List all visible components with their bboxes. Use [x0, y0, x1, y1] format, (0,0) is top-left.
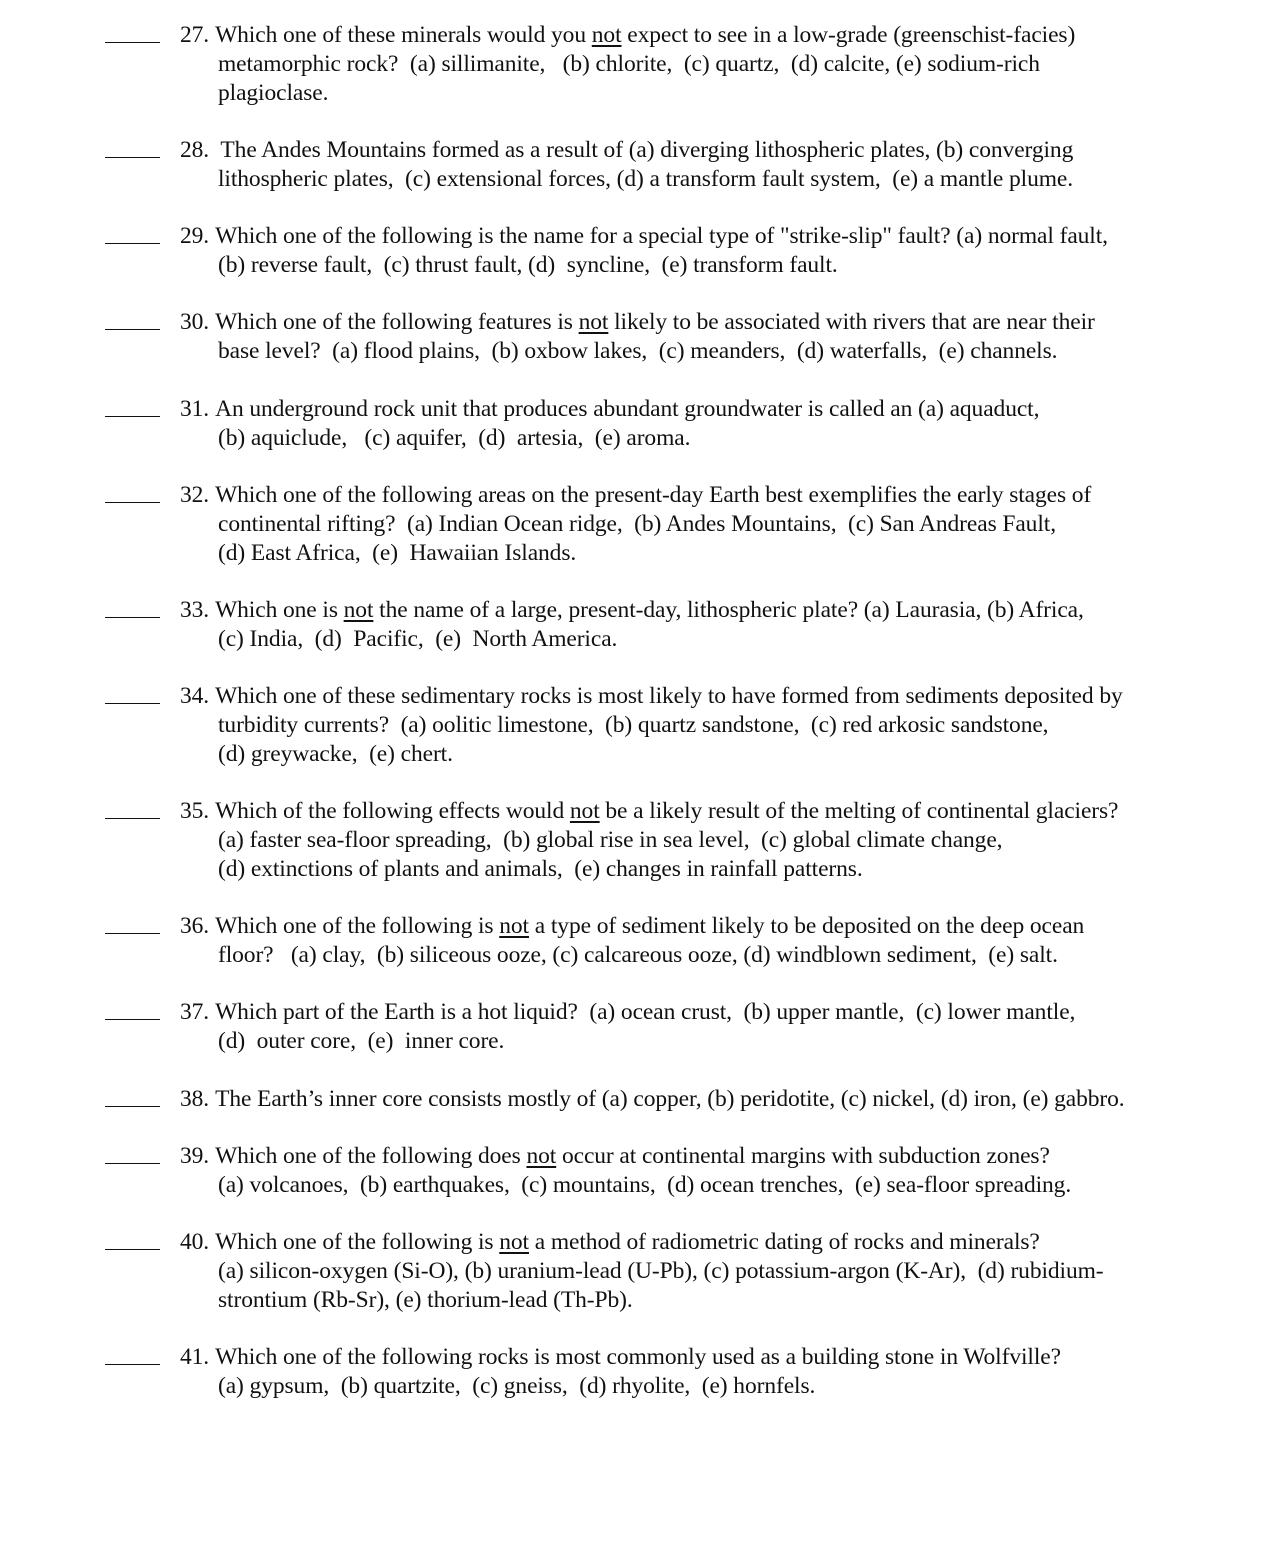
question-line	[180, 797, 1118, 826]
question-text: An underground rock unit that produces abundant groundwater is called an (a) aquaduct,	[215, 396, 1040, 422]
question-number: 27.	[180, 22, 210, 48]
question-text: turbidity currents? (a) oolitic limestone, (b) quartz sandstone, (c) red arkosic sandstone,	[218, 712, 1049, 738]
question-text: Which one of the following is the name for a special type of "strike-slip" fault? (a) normal fault,	[215, 223, 1108, 249]
question-line	[180, 21, 1075, 50]
emphasis-underline: not	[343, 597, 374, 623]
answer-blank[interactable]	[105, 1018, 160, 1020]
question-number: 31.	[180, 396, 210, 422]
question-text: (a) faster sea-floor spreading, (b) global rise in sea level, (c) global climate change,	[218, 827, 1003, 853]
question-number: 37.	[180, 999, 210, 1025]
emphasis-underline: not	[591, 22, 622, 48]
question-number: 28.	[180, 137, 210, 163]
question-line	[180, 596, 1084, 625]
question-text: Which one of these sedimentary rocks is most likely to have formed from sediments deposited by	[215, 683, 1123, 709]
question-line	[218, 337, 1057, 366]
question-text: (d) greywacke, (e) chert.	[218, 741, 453, 767]
question-text: (a) gypsum, (b) quartzite, (c) gneiss, (d) rhyolite, (e) hornfels.	[218, 1373, 816, 1399]
question-number: 41.	[180, 1344, 210, 1370]
question-line	[218, 510, 1056, 539]
question-text: continental rifting? (a) Indian Ocean ridge, (b) Andes Mountains, (c) San Andreas Fault,	[218, 511, 1056, 537]
question-line	[180, 912, 1084, 941]
question-line	[218, 1257, 1104, 1286]
question-text: be a likely result of the melting of continental glaciers?	[599, 798, 1119, 824]
question-line	[218, 539, 576, 568]
question-text: (c) India, (d) Pacific, (e) North America.	[218, 626, 618, 652]
question-text: Which one of the following does	[215, 1143, 527, 1169]
answer-blank[interactable]	[105, 328, 160, 330]
question-text: (a) volcanoes, (b) earthquakes, (c) mountains, (d) ocean trenches, (e) sea-floor spreading.	[218, 1172, 1072, 1198]
emphasis-underline: not	[499, 913, 529, 939]
question-line	[180, 308, 1095, 337]
question-text: strontium (Rb-Sr), (e) thorium-lead (Th-Pb).	[218, 1287, 633, 1313]
question-text: Which one of these minerals would you	[215, 22, 592, 48]
answer-blank[interactable]	[105, 616, 160, 618]
question-line	[218, 855, 863, 884]
question-line	[218, 1171, 1071, 1200]
question-line	[180, 481, 1091, 510]
question-text: (b) reverse fault, (c) thrust fault, (d) syncline, (e) transform fault.	[218, 252, 838, 278]
answer-blank[interactable]	[105, 156, 160, 158]
question-line	[218, 424, 690, 453]
question-text: (d) extinctions of plants and animals, (e) changes in rainfall patterns.	[218, 856, 863, 882]
question-number: 32.	[180, 482, 210, 508]
answer-blank[interactable]	[105, 415, 160, 417]
question-text: likely to be associated with rivers that are near their	[608, 309, 1095, 335]
answer-blank[interactable]	[105, 702, 160, 704]
question-number: 36.	[180, 913, 210, 939]
question-text: Which one of the following is	[215, 913, 500, 939]
question-number: 40.	[180, 1229, 210, 1255]
answer-blank[interactable]	[105, 501, 160, 503]
question-line	[218, 941, 1058, 970]
emphasis-underline: not	[526, 1143, 557, 1169]
question-text: (a) silicon-oxygen (Si-O), (b) uranium-lead (U-Pb), (c) potassium-argon (K-Ar), (d) rubidium-	[218, 1258, 1104, 1284]
question-text: lithospheric plates, (c) extensional forces, (d) a transform fault system, (e) a mantle plume.	[218, 166, 1074, 192]
question-text: plagioclase.	[218, 80, 329, 106]
emphasis-underline: not	[578, 309, 609, 335]
question-number: 29.	[180, 223, 210, 249]
question-line	[218, 1027, 504, 1056]
question-text: Which one of the following areas on the present-day Earth best exemplifies the early stages of	[215, 482, 1092, 508]
question-text: the name of a large, present-day, lithospheric plate? (a) Laurasia, (b) Africa,	[373, 597, 1084, 623]
question-text: occur at continental margins with subduction zones?	[556, 1143, 1050, 1169]
question-number: 30.	[180, 309, 210, 335]
question-line	[218, 740, 453, 769]
question-number: 35.	[180, 798, 210, 824]
question-line	[180, 1228, 1040, 1257]
question-number: 33.	[180, 597, 210, 623]
answer-blank[interactable]	[105, 1162, 160, 1164]
question-line	[218, 79, 328, 108]
question-line	[218, 251, 838, 280]
question-text: base level? (a) flood plains, (b) oxbow lakes, (c) meanders, (d) waterfalls, (e) channels.	[218, 338, 1058, 364]
question-line	[180, 1343, 1061, 1372]
emphasis-underline: not	[499, 1229, 529, 1255]
question-text: Which part of the Earth is a hot liquid? (a) ocean crust, (b) upper mantle, (c) lower mantle,	[215, 999, 1076, 1025]
question-text: Which one of the following rocks is most commonly used as a building stone in Wolfville?	[215, 1344, 1061, 1370]
question-line	[218, 711, 1048, 740]
question-text: (d) outer core, (e) inner core.	[218, 1028, 505, 1054]
question-line	[180, 1085, 1125, 1114]
answer-blank[interactable]	[105, 1105, 160, 1107]
emphasis-underline: not	[569, 798, 600, 824]
question-text: (b) aquiclude, (c) aquifer, (d) artesia, (e) aroma.	[218, 425, 691, 451]
question-line	[180, 395, 1039, 424]
question-text: floor? (a) clay, (b) siliceous ooze, (c) calcareous ooze, (d) windblown sediment, (e) salt.	[218, 942, 1058, 968]
question-line	[218, 1372, 815, 1401]
question-number: 38.	[180, 1086, 210, 1112]
question-text: The Andes Mountains formed as a result of (a) diverging lithospheric plates, (b) converging	[215, 137, 1074, 163]
question-number: 39.	[180, 1143, 210, 1169]
question-line	[180, 998, 1075, 1027]
question-line	[180, 136, 1073, 165]
question-text: Which of the following effects would	[215, 798, 570, 824]
answer-blank[interactable]	[105, 242, 160, 244]
question-text: expect to see in a low-grade (greenschist-facies)	[621, 22, 1076, 48]
question-line	[218, 50, 1040, 79]
answer-blank[interactable]	[105, 1248, 160, 1250]
question-text: Which one of the following is	[215, 1229, 500, 1255]
question-text: (d) East Africa, (e) Hawaiian Islands.	[218, 540, 577, 566]
question-line	[218, 165, 1073, 194]
question-text: metamorphic rock? (a) sillimanite, (b) chlorite, (c) quartz, (d) calcite, (e) sodium-rich	[218, 51, 1040, 77]
question-text: The Earth’s inner core consists mostly of (a) copper, (b) peridotite, (c) nickel, (d) iron, (e) gabbro.	[215, 1086, 1125, 1112]
answer-blank[interactable]	[105, 817, 160, 819]
answer-blank[interactable]	[105, 932, 160, 934]
question-number: 34.	[180, 683, 210, 709]
question-line	[218, 1286, 633, 1315]
answer-blank[interactable]	[105, 1363, 160, 1365]
question-line	[180, 1142, 1050, 1171]
answer-blank[interactable]	[105, 41, 160, 43]
question-text: a type of sediment likely to be deposited on the deep ocean	[528, 913, 1085, 939]
question-text: Which one is	[215, 597, 344, 623]
question-line	[180, 682, 1123, 711]
question-line	[218, 625, 617, 654]
question-line	[218, 826, 1002, 855]
question-text: a method of radiometric dating of rocks and minerals?	[528, 1229, 1040, 1255]
question-line	[180, 222, 1108, 251]
question-text: Which one of the following features is	[215, 309, 579, 335]
